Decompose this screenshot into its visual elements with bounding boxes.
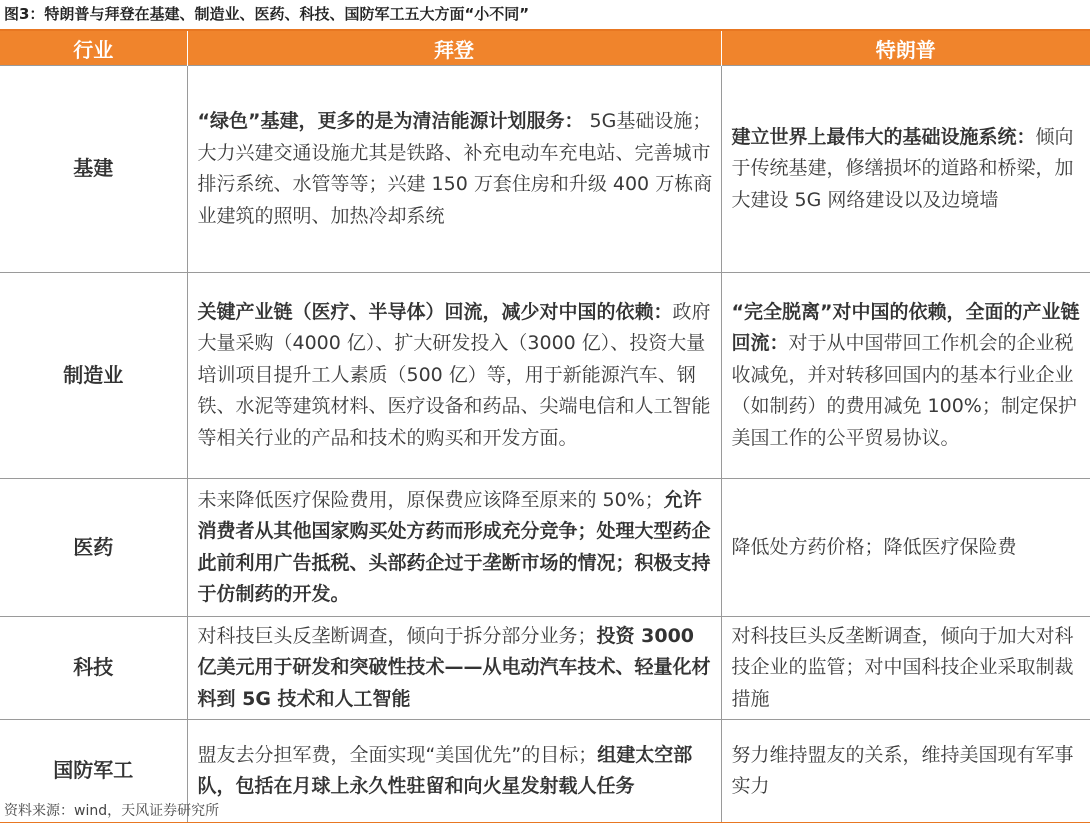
row-industry-label: 制造业 bbox=[0, 273, 187, 479]
segment: 5G基础设施；大力兴建交通设施尤其是铁路、补充电动车充电站、完善城市排污系统、水管等等；兴建 150 万套住房和升级 400 万栋商业建筑的照明、加热冷却系统 bbox=[197, 110, 713, 227]
segment: 对科技巨头反垄断调查，倾向于拆分部分业务； bbox=[197, 624, 597, 647]
table-header-row bbox=[0, 31, 1090, 66]
row-industry-label: 国防军工 bbox=[0, 720, 187, 823]
biden-cell bbox=[187, 720, 721, 823]
table-row bbox=[0, 479, 1090, 617]
segment: 盟友去分担军费，全面实现“美国优先”的目标； bbox=[197, 743, 598, 766]
row-industry-label: 医药 bbox=[0, 479, 187, 617]
table-row bbox=[0, 66, 1090, 273]
trump-cell bbox=[721, 66, 1090, 273]
segment: 对于从中国带回工作机会的企业税收减免，并对转移回国内的基本行业企业（如制药）的费用减免 100%；制定保护美国工作的公平贸易协议。 bbox=[731, 332, 1077, 449]
segment: 组建太空部队，包括在月球上永久性驻留和向火星发射载人任务 bbox=[197, 743, 693, 797]
biden-cell bbox=[187, 479, 721, 617]
segment: 倾向于传统基建，修缮损坏的道路和桥梁，加大建设 5G 网络建设以及边境墙 bbox=[731, 125, 1074, 211]
table-row bbox=[0, 273, 1090, 479]
biden-cell bbox=[187, 273, 721, 479]
trump-cell bbox=[721, 479, 1090, 617]
comparison-table bbox=[0, 31, 1090, 823]
biden-cell bbox=[187, 66, 721, 273]
source-note: 资料来源：wind，天风证券研究所 bbox=[4, 803, 220, 819]
segment: 允许消费者从其他国家购买处方药而形成充分竞争；处理大型药企此前利用广告抵税、头部药企过于垄断市场的情况；积极支持于仿制药的开发。 bbox=[197, 488, 711, 605]
header-biden: 拜登 bbox=[187, 31, 721, 66]
trump-cell bbox=[721, 617, 1090, 720]
biden-cell bbox=[187, 617, 721, 720]
table-row bbox=[0, 617, 1090, 720]
trump-cell bbox=[721, 720, 1090, 823]
segment: 关键产业链（医疗、半导体）回流，减少对中国的依赖： bbox=[197, 300, 673, 323]
row-industry-label: 基建 bbox=[0, 66, 187, 273]
header-trump: 特朗普 bbox=[721, 31, 1090, 66]
segment: 对科技巨头反垄断调查，倾向于加大对科技企业的监管；对中国科技企业采取制裁措施 bbox=[731, 624, 1074, 710]
header-industry: 行业 bbox=[0, 31, 187, 66]
segment: 政府大量采购（4000 亿）、扩大研发投入（3000 亿）、投资大量培训项目提升工人素质（500 亿）等，用于新能源汽车、钢铁、水泥等建筑材料、医疗设备和药品、尖端电信和人工智能等相关行业的产品和技术的购买和开发方面。 bbox=[197, 300, 711, 449]
segment: 未来降低医疗保险费用，原保费应该降至原来的 50%； bbox=[197, 488, 664, 511]
segment: 投资 3000 亿美元用于研发和突破性技术——从电动汽车技术、轻量化材料到 5G 技术和人工智能 bbox=[197, 624, 711, 710]
segment: 努力维持盟友的关系，维持美国现有军事实力 bbox=[731, 743, 1074, 797]
figure-title: 图3：特朗普与拜登在基建、制造业、医药、科技、国防军工五大方面“小不同” bbox=[4, 5, 530, 23]
segment: 降低处方药价格；降低医疗保险费 bbox=[731, 535, 1017, 558]
row-industry-label: 科技 bbox=[0, 617, 187, 720]
trump-cell bbox=[721, 273, 1090, 479]
segment: “绿色”基建，更多的是为清洁能源计划服务： bbox=[197, 110, 584, 132]
segment: “完全脱离”对中国的依赖，全面的产业链回流： bbox=[731, 300, 1080, 355]
segment: 建立世界上最伟大的基础设施系统： bbox=[731, 125, 1036, 148]
